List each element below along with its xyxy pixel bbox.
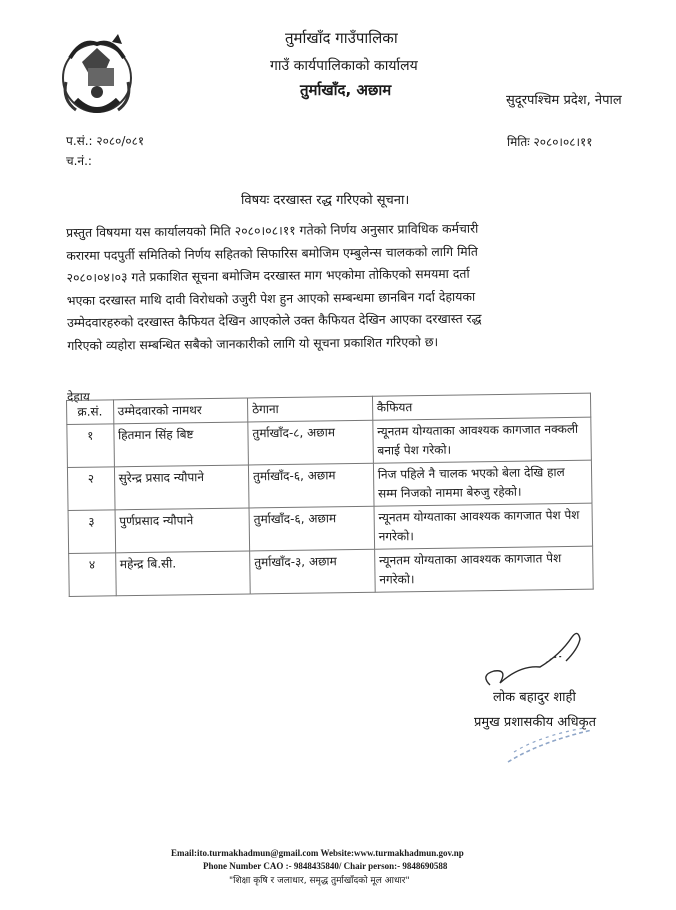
body-line: २०८०।०४।०३ गते प्रकाशित सूचना बमोजिम दरखास्त माग भएकोमा तोकिएको समयमा दर्ता <box>66 265 470 286</box>
notice-body <box>66 216 639 358</box>
annex-label: देहाय <box>67 390 90 404</box>
row-sn: ४ <box>69 553 116 597</box>
row-name: सुरेन्द्र प्रसाद न्यौपाने <box>114 465 249 510</box>
table-row <box>67 460 592 510</box>
office-location: तुर्माखाँद, अछाम <box>300 81 392 99</box>
letter-number: प.सं.: २०८०/०८१ <box>66 134 145 148</box>
row-name: पुर्णप्रसाद न्यौपाने <box>115 508 250 553</box>
row-address: तुर्माखाँद-८, अछाम <box>248 420 373 465</box>
footer-slogan: "शिक्षा कृषि र जलाधार, समृद्ध तुर्माखाँदको मूल आधार" <box>229 876 410 886</box>
signature-icon <box>460 625 610 695</box>
signatory-name: लोक बहादुर शाही <box>493 690 576 705</box>
row-name: हितमान सिंह बिष्ट <box>113 422 248 467</box>
column-header-name: उम्मेदवारको नामथर <box>113 398 248 424</box>
row-remarks: न्यूनतम योग्यताका आवश्यक कागजात पेश पेश नगरेको। <box>374 503 593 549</box>
footer-contact: Email:ito.turmakhadmun@gmail.com Website:www.turmakhadmun.gov.np <box>171 848 464 858</box>
nepal-emblem-icon <box>52 30 142 122</box>
column-header-address: ठेगाना <box>247 396 372 422</box>
row-sn: ३ <box>68 510 115 554</box>
office-name: गाउँ कार्यपालिकाको कार्यालय <box>270 58 418 74</box>
body-line: उम्मेदवारहरुको दरखास्त कैफियत देखिन आएकोले उक्त कैफियत देखिन आएका दरखास्त रद्ध <box>66 311 482 331</box>
row-remarks: निज पहिले नै चालक भएको बेला देखि हाल सम्म निजको नाममा बेरुजु रहेको। <box>373 460 592 506</box>
table-row <box>67 417 592 467</box>
column-header-remarks: कैफियत <box>372 393 591 420</box>
cancelled-applications-table <box>66 393 594 597</box>
table-row <box>68 503 593 553</box>
subject-line: विषयः दरखास्त रद्ध गरिएको सूचना। <box>241 193 410 208</box>
body-line: प्रस्तुत विषयमा यस कार्यालयको मिति २०८०।०८।११ गतेको निर्णय अनुसार प्राविधिक कर्मचारी <box>66 220 479 240</box>
municipality-name: तुर्माखाँद गाउँपालिका <box>285 29 398 47</box>
table-row <box>69 546 594 596</box>
row-address: तुर्माखाँद-३, अछाम <box>250 549 375 594</box>
row-address: तुर्माखाँद-६, अछाम <box>248 463 373 508</box>
footer-phones: Phone Number CAO :- 9848435840/ Chair person:- 9848690588 <box>203 861 448 871</box>
row-remarks: न्यूनतम योग्यताका आवश्यक कागजात पेश नगरेको। <box>374 546 593 592</box>
signatory-title: प्रमुख प्रशासकीय अधिकृत <box>474 715 597 730</box>
body-line: भएका दरखास्त माथि दावी विरोधको उजुरी पेश हुन आएको सम्बन्धमा छानबिन गर्दा देहायका <box>66 288 476 308</box>
province-name: सुदूरपश्चिम प्रदेश, नेपाल <box>506 93 622 108</box>
row-address: तुर्माखाँद-६, अछाम <box>249 506 374 551</box>
body-line: करारमा पदपुर्ती समितिको निर्णय सहितको सिफारिस बमोजिम एम्बुलेन्स चालकको लागि मिति <box>66 243 479 263</box>
column-header-sn: क्र.सं. <box>67 400 114 425</box>
dispatch-number: च.नं.: <box>66 154 92 168</box>
body-line: गरिएको व्यहोरा सम्बन्धित सबैको जानकारीको लागि यो सूचना प्रकाशित गरिएको छ। <box>67 334 439 353</box>
letter-date: मितिः २०८०।०८।११ <box>507 135 593 149</box>
row-sn: १ <box>67 424 114 468</box>
row-remarks: न्यूनतम योग्यताका आवश्यक कागजात नक्कली बनाई पेश गरेको। <box>373 417 592 463</box>
row-sn: २ <box>67 467 114 511</box>
row-name: महेन्द्र बि.सी. <box>115 551 250 596</box>
